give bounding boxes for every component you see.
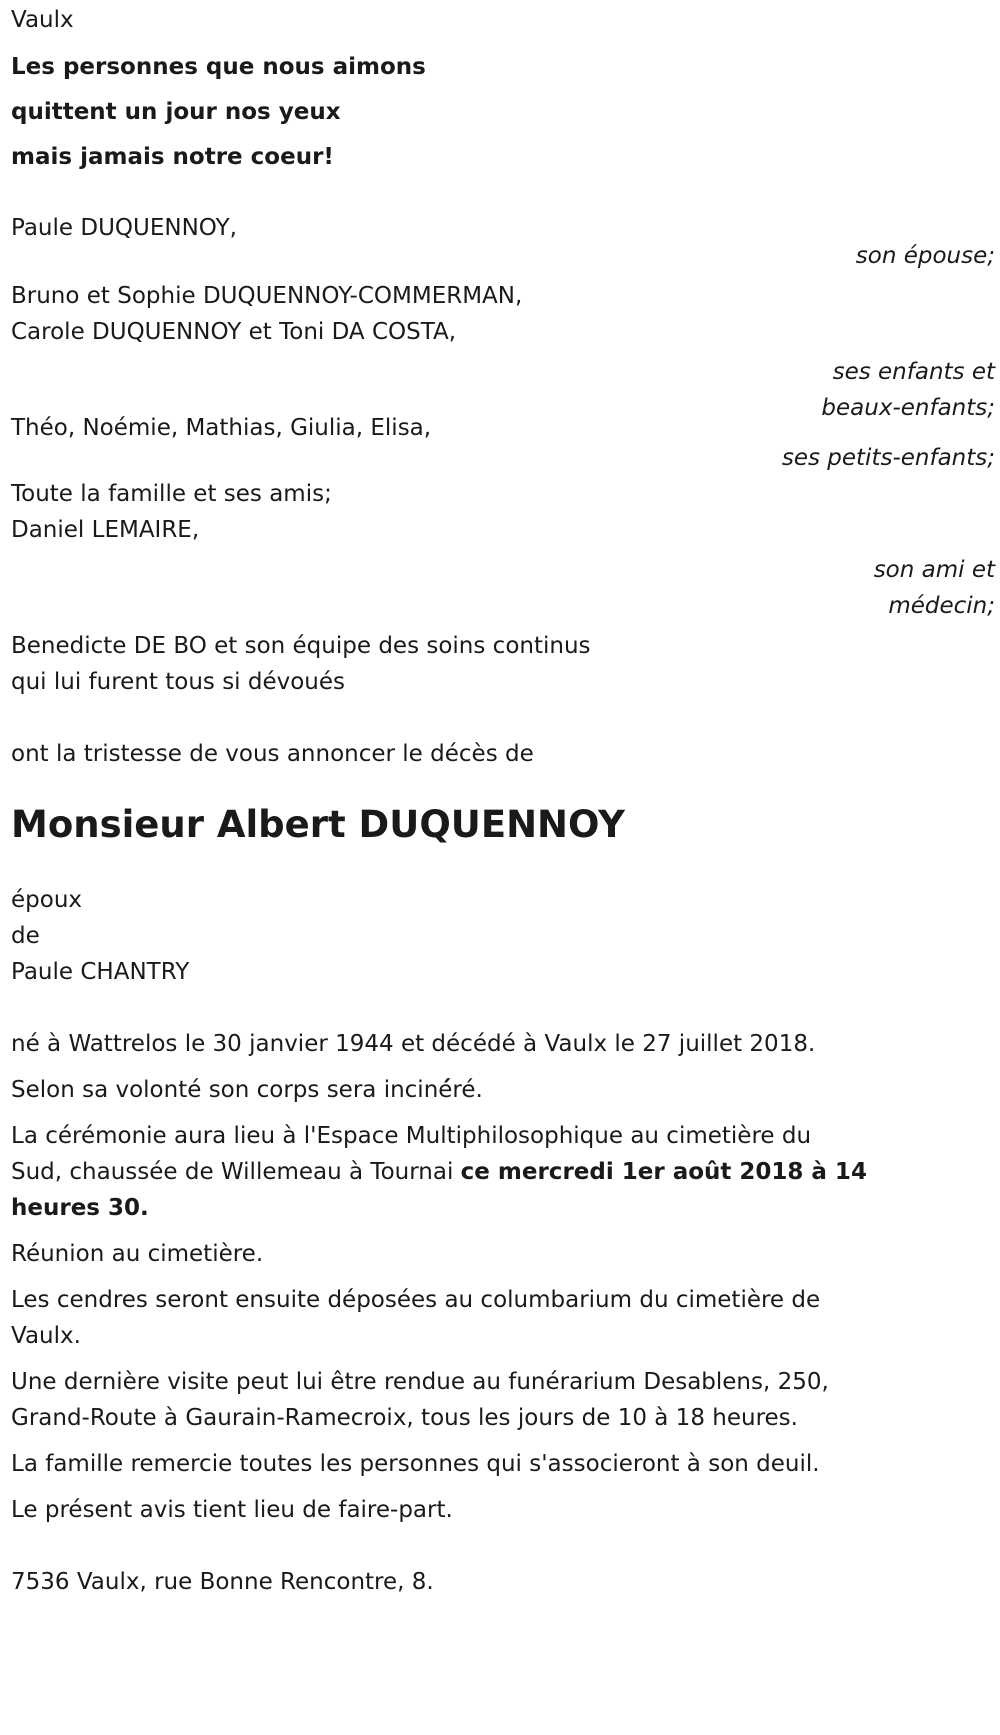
spouse-of-line-3: Paule CHANTRY [11,959,190,985]
doctor-role-line-2: médecin; [888,593,995,619]
spouse-of-line-2: de [11,923,40,949]
birth-death-text: né à Wattrelos le 30 janvier 1944 et décédé à Vaulx le 27 juillet 2018. [11,1031,816,1057]
ceremony-line-2 [11,1154,995,1190]
meeting-text: Réunion au cimetière. [11,1241,264,1267]
cremation-text: Selon sa volonté son corps sera inciné́ré. [11,1077,483,1103]
children-role-line-1: ses enfants et [832,359,995,385]
address: 7536 Vaulx, rue Bonne Rencontre, 8. [11,1569,434,1595]
ashes-paragraph [11,1282,995,1354]
deceased-name: Monsieur Albert DUQUENNOY [11,803,625,846]
spouse-role: son épouse; [855,243,995,269]
grandchildren-role: ses petits-enfants; [781,445,995,471]
ashes-line-2: Vaulx. [11,1323,81,1349]
ceremony-date: ce mercredi 1er août 2018 à 14 [460,1159,867,1185]
visit-line-1: Une dernière visite peut lui être rendue au funérarium Desablens, 250, [11,1369,829,1395]
care-team-line-2: qui lui furent tous si dévoués [11,669,346,695]
quote-line-1: Les personnes que nous aimons [11,54,426,80]
announcement: ont la tristesse de vous annoncer le décès de [11,741,534,767]
ceremony-paragraph [11,1118,995,1226]
quote-line-2: quittent un jour nos yeux [11,99,341,125]
notice-text: Le présent avis tient lieu de faire-part. [11,1497,453,1523]
family-and-friends: Toute la famille et ses amis; [11,481,332,507]
spouse-name: Paule DUQUENNOY, [11,215,237,241]
grandchildren: Théo, Noémie, Mathias, Giulia, Elisa, [11,415,432,441]
visit-line-2: Grand-Route à Gaurain-Ramecroix, tous les jours de 10 à 18 heures. [11,1405,798,1431]
visit-paragraph [11,1364,995,1436]
location-header: Vaulx [11,7,74,33]
doctor-name: Daniel LEMAIRE, [11,517,200,543]
ceremony-place: Sud, chaussée de Willemeau à Tournai [11,1159,461,1185]
spouse-of-line-1: époux [11,887,83,913]
children-line-2: Carole DUQUENNOY et Toni DA COSTA, [11,319,457,345]
care-team-line-1: Benedicte DE BO et son équipe des soins continus [11,633,591,659]
children-role-line-2: beaux-enfants; [821,395,995,421]
ashes-line-1: Les cendres seront ensuite déposées au columbarium du cimetière de [11,1287,821,1313]
doctor-role-line-1: son ami et [873,557,995,583]
thanks-text: La famille remercie toutes les personnes qui s'associeront à son deuil. [11,1451,820,1477]
children-line-1: Bruno et Sophie DUQUENNOY-COMMERMAN, [11,283,523,309]
quote-line-3: mais jamais notre coeur! [11,144,334,170]
ceremony-time: heures 30. [11,1195,149,1221]
ceremony-line-1: La cérémonie aura lieu à l'Espace Multiphilosophique au cimetière du [11,1123,812,1149]
obituary-document [11,0,995,1600]
